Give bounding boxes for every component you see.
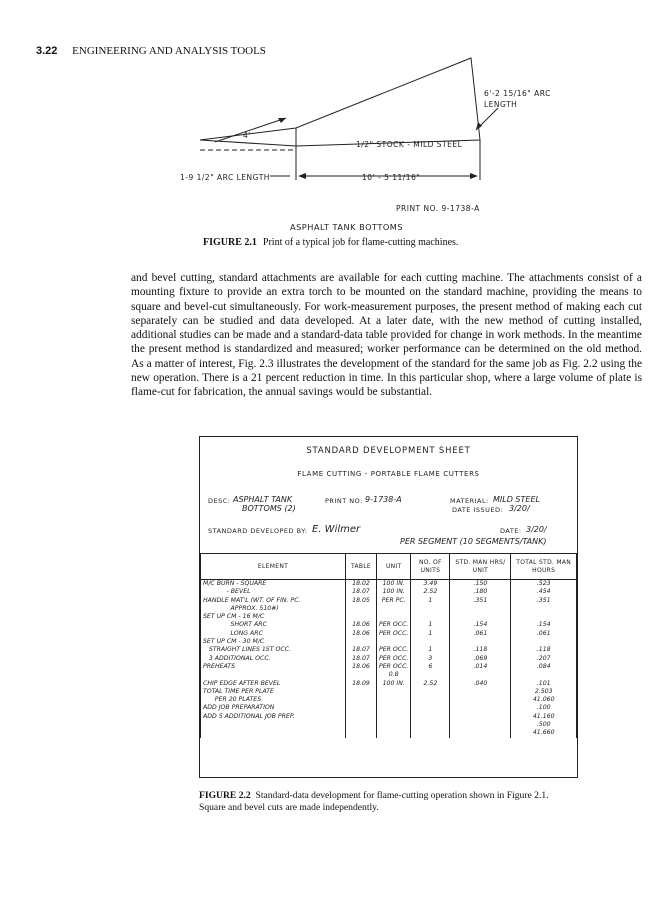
running-title: ENGINEERING AND ANALYSIS TOOLS (72, 45, 266, 57)
print-value: 9-1738-A (365, 495, 402, 504)
dim-radius-small: 4' (243, 131, 251, 140)
date-issued-value: 3/20/ (509, 504, 530, 513)
cell-units (411, 671, 450, 679)
sheet-subtitle: FLAME CUTTING - PORTABLE FLAME CUTTERS (297, 470, 480, 478)
cell-units (411, 721, 450, 729)
cell-units: 2.52 (411, 588, 450, 596)
cell-unit (377, 704, 411, 712)
cell-std (450, 696, 511, 704)
print-label: PRINT NO: (325, 497, 363, 505)
cell-unit: PER OCC. (377, 655, 411, 663)
cell-std (450, 638, 511, 646)
col-total-std: TOTAL STD. MAN HOURS (511, 554, 577, 580)
table-row (201, 605, 577, 613)
cell-total (511, 605, 577, 613)
cell-element: APPROX. 510#) (201, 605, 346, 613)
cell-element: ADD 5 ADDITIONAL JOB PREP. (201, 713, 346, 721)
cell-total: .351 (511, 597, 577, 605)
cell-unit (377, 713, 411, 721)
cell-units: 3 (411, 655, 450, 663)
table-row (201, 671, 577, 679)
table-row (201, 630, 577, 638)
cell-table: 18.06 (346, 621, 377, 629)
col-element: ELEMENT (201, 554, 346, 580)
dim-top-arc: 6'-2 15/16" ARC (484, 89, 551, 98)
figure-2-caption (199, 790, 559, 813)
cell-unit (377, 638, 411, 646)
col-no-units: NO. OF UNITS (411, 554, 450, 580)
developed-by-label: STANDARD DEVELOPED BY: (208, 527, 308, 535)
cell-unit: 100 IN. (377, 680, 411, 688)
cell-std: .118 (450, 646, 511, 654)
cell-table: 18.09 (346, 680, 377, 688)
cell-unit: PER OCC. (377, 663, 411, 671)
cell-element: STRAIGHT LINES 1ST OCC. (201, 646, 346, 654)
dim-length: 10' - 5 11/16" (362, 173, 421, 182)
desc-value-2: BOTTOMS (2) (242, 504, 296, 513)
cell-units: 2.52 (411, 680, 450, 688)
dim-small-arc: 1-9 1/2" ARC LENGTH (180, 173, 270, 182)
cell-std (450, 688, 511, 696)
date-issued-label: DATE ISSUED: (452, 506, 504, 514)
figure-1-drawing (0, 0, 662, 250)
cell-std: .061 (450, 630, 511, 638)
print-number: PRINT NO. 9-1738-A (396, 204, 480, 213)
cell-total: .061 (511, 630, 577, 638)
cell-element: M/C BURN - SQUARE (201, 580, 346, 589)
table-row (201, 721, 577, 729)
table-row (201, 696, 577, 704)
sheet-title: STANDARD DEVELOPMENT SHEET (306, 446, 471, 456)
cell-table: 18.05 (346, 597, 377, 605)
cell-std (450, 671, 511, 679)
cell-unit: PER OCC. (377, 630, 411, 638)
cell-std (450, 605, 511, 613)
table-row (201, 663, 577, 671)
cell-total: .523 (511, 580, 577, 589)
table-row (201, 713, 577, 721)
cell-total: .101 (511, 680, 577, 688)
cell-units: 1 (411, 621, 450, 629)
standard-development-sheet (199, 436, 578, 778)
cell-unit (377, 613, 411, 621)
cell-std: .014 (450, 663, 511, 671)
cell-std: .069 (450, 655, 511, 663)
cell-table: 18.02 (346, 580, 377, 589)
cell-element (201, 721, 346, 729)
cell-units (411, 605, 450, 613)
cell-table: 18.07 (346, 655, 377, 663)
cell-units (411, 638, 450, 646)
cell-total (511, 671, 577, 679)
cell-std (450, 729, 511, 737)
caption-label: FIGURE 2.1 (203, 237, 257, 248)
cell-units: 1 (411, 630, 450, 638)
stock-label: 1/2" STOCK - MILD STEEL (356, 140, 463, 149)
cell-unit (377, 605, 411, 613)
cell-units (411, 713, 450, 721)
cell-total: .118 (511, 646, 577, 654)
material-value: MILD STEEL (493, 495, 540, 504)
table-row (201, 655, 577, 663)
cell-table (346, 671, 377, 679)
cell-unit: PER OCC. (377, 621, 411, 629)
cell-unit: PER PC. (377, 597, 411, 605)
figure-1-caption (203, 237, 458, 248)
cell-element: ADD JOB PREPARATION (201, 704, 346, 712)
cell-table: 18.07 (346, 588, 377, 596)
cell-table: 18.06 (346, 663, 377, 671)
cell-element: TOTAL TIME PER PLATE (201, 688, 346, 696)
table-row (201, 704, 577, 712)
cell-element: CHIP EDGE AFTER BEVEL (201, 680, 346, 688)
cell-unit: 100 IN. (377, 580, 411, 589)
cell-total: .084 (511, 663, 577, 671)
caption-text: Print of a typical job for flame-cutting machines. (262, 237, 459, 248)
cell-std: .040 (450, 680, 511, 688)
cell-unit (377, 696, 411, 704)
table-row (201, 688, 577, 696)
page-number: 3.22 (36, 45, 58, 57)
cell-element: - BEVEL (201, 588, 346, 596)
table-row (201, 588, 577, 596)
caption-text: Standard-data development for flame-cutting operation shown in Figure 2.1. Square and bevel cuts are made independently. (199, 790, 549, 813)
cell-std: .351 (450, 597, 511, 605)
cell-element: SET UP CM - 30 M/C (201, 638, 346, 646)
cell-table (346, 638, 377, 646)
developed-by-signature: E. Wilmer (312, 524, 361, 535)
cell-element: HANDLE MAT'L (WT. OF FIN. PC. (201, 597, 346, 605)
table-row (201, 680, 577, 688)
cell-table (346, 704, 377, 712)
cell-total (511, 613, 577, 621)
cell-element: SHORT ARC (201, 621, 346, 629)
cell-units (411, 696, 450, 704)
desc-value-1: ASPHALT TANK (233, 495, 293, 504)
cell-table (346, 613, 377, 621)
cell-table (346, 605, 377, 613)
dim-top-arc-2: LENGTH (484, 100, 518, 109)
col-unit: UNIT (377, 554, 411, 580)
material-label: MATERIAL: (450, 497, 489, 505)
standard-data-table (200, 553, 577, 738)
cell-element: 3 ADDITIONAL OCC. (201, 655, 346, 663)
cell-element: LONG ARC (201, 630, 346, 638)
desc-label: DESC: (208, 497, 231, 505)
cell-units: 3.49 (411, 580, 450, 589)
cell-total: .454 (511, 588, 577, 596)
cell-std (450, 713, 511, 721)
body-paragraph: and bevel cutting, standard attachments are available for each cutting machine. The attachments consist of a mounting fixture to provide an extra torch to be mounted on the standard machine, providing the means to square and bevel-cut simultaneously. For work-measurement purposes, the present method of making each cut separately can be studied and data developed. At a later date, with the new method of cutting installed, additional studies can be made and a standard-data table provided for change in work methods. In the meantime the present method is standardized and measured; worker performance can be determined on the old method. As a matter of interest, Fig. 2.3 illustrates the development of the standard for the same job as Fig. 2.2 using the new operation. There is a 21 percent reduction in time. In this particular shop, where a large volume of plate is flame-cut for fabrication, the annual savings would be substantial. (131, 272, 642, 399)
table-row (201, 646, 577, 654)
table-row (201, 621, 577, 629)
cell-element (201, 729, 346, 737)
cell-table (346, 696, 377, 704)
cell-total: .207 (511, 655, 577, 663)
table-row (201, 729, 577, 737)
cell-total: 41.160 (511, 713, 577, 721)
cell-std (450, 613, 511, 621)
cell-table: 18.06 (346, 630, 377, 638)
cell-table (346, 713, 377, 721)
cell-total (511, 638, 577, 646)
cell-total: 41.060 (511, 696, 577, 704)
cell-unit (377, 721, 411, 729)
cell-table: 18.07 (346, 646, 377, 654)
cell-std (450, 704, 511, 712)
cell-std (450, 721, 511, 729)
cell-std: .180 (450, 588, 511, 596)
date-value: 3/20/ (526, 525, 547, 534)
cell-units (411, 688, 450, 696)
cell-units (411, 729, 450, 737)
table-row (201, 638, 577, 646)
cell-units (411, 704, 450, 712)
cell-element: PREHEATS (201, 663, 346, 671)
cell-units: 6 (411, 663, 450, 671)
cell-element: PER 20 PLATES (201, 696, 346, 704)
col-table: TABLE (346, 554, 377, 580)
cell-total: 41.660 (511, 729, 577, 737)
per-segment-note: PER SEGMENT (10 SEGMENTS/TANK) (400, 537, 547, 546)
cell-units: 1 (411, 646, 450, 654)
cell-std: .150 (450, 580, 511, 589)
cell-unit: 0.8 (377, 671, 411, 679)
cell-total: 2.503 (511, 688, 577, 696)
cell-element: SET UP CM - 16 M/C (201, 613, 346, 621)
cell-units (411, 613, 450, 621)
cell-std: .154 (450, 621, 511, 629)
cell-table (346, 688, 377, 696)
table-header-row (201, 554, 577, 580)
caption-label: FIGURE 2.2 (199, 790, 251, 801)
col-std-man-hrs: STD. MAN HRS/ UNIT (450, 554, 511, 580)
part-name: ASPHALT TANK BOTTOMS (290, 222, 404, 232)
table-row (201, 597, 577, 605)
cell-unit: PER OCC. (377, 646, 411, 654)
cell-unit (377, 688, 411, 696)
date-label: DATE: (500, 527, 522, 535)
cell-units: 1 (411, 597, 450, 605)
cell-table (346, 729, 377, 737)
cell-table (346, 721, 377, 729)
cell-total: .500 (511, 721, 577, 729)
cell-unit (377, 729, 411, 737)
table-row (201, 580, 577, 589)
cell-element (201, 671, 346, 679)
table-row (201, 613, 577, 621)
cell-unit: 100 IN. (377, 588, 411, 596)
cell-total: .154 (511, 621, 577, 629)
cell-total: .100 (511, 704, 577, 712)
